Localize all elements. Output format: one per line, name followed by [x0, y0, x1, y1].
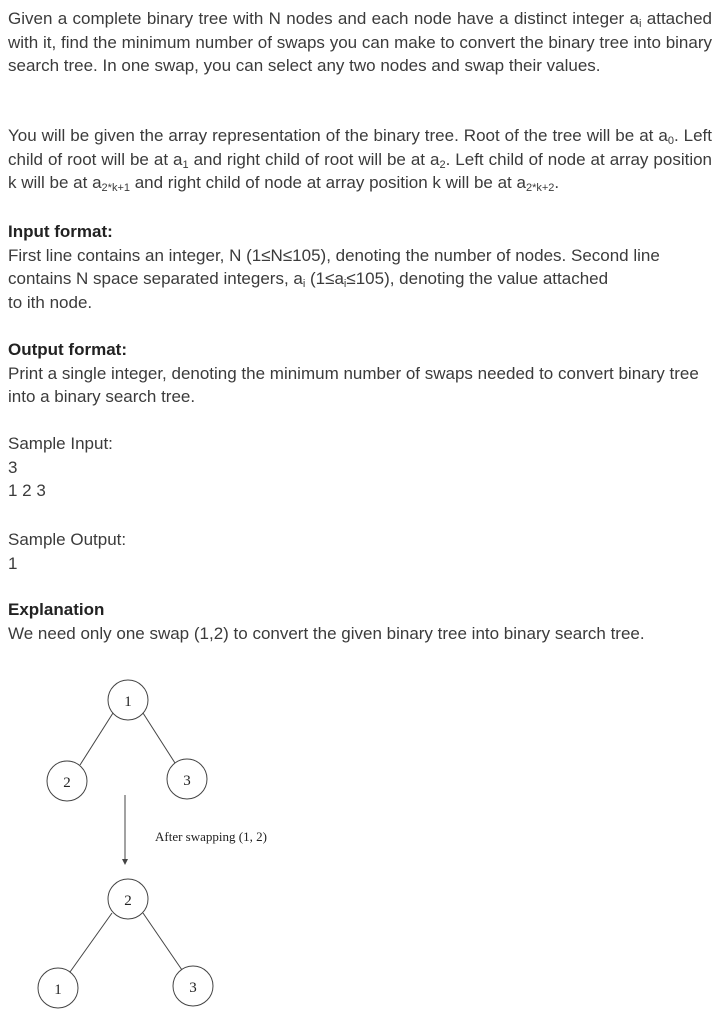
explanation-text: We need only one swap (1,2) to convert the given binary tree into binary search tree.	[8, 623, 645, 643]
input-format: Input format: First line contains an integer, N (1≤N≤105), denoting the number of nodes. Second line contains N space separated integers, $a_i$ $(1\le a_i\le 105)$, denoting the value attached to ith node.	[8, 220, 712, 314]
node-after-left-label: 1	[54, 982, 62, 998]
node-after-right-label: 3	[189, 980, 197, 996]
output-format-heading: Output format:	[8, 340, 127, 359]
node-after-root-label: 2	[124, 893, 132, 909]
sample-input-label: Sample Input:	[8, 434, 113, 453]
sample-output-value: 1	[8, 553, 18, 573]
node-before-left-label: 2	[63, 775, 71, 791]
node-before-right-label: 3	[183, 773, 191, 789]
input-format-heading: Input format:	[8, 222, 113, 241]
sample-output-label: Sample Output:	[8, 530, 127, 549]
output-format-text: Print a single integer, denoting the minimum number of swaps needed to convert binary tree into a binary search tree.	[8, 363, 699, 407]
explanation-heading: Explanation	[8, 600, 105, 619]
edge-before-left	[80, 713, 113, 765]
problem-statement: Given a complete binary tree with N nodes and each node have a distinct integer $a_i$ attached with it, find the minimum number of swaps you can make to convert the binary tree into binary search tree. In one swap, you can select any two nodes and swap their values.	[8, 9, 712, 76]
swap-caption: After swapping (1, 2)	[155, 829, 267, 844]
node-before-root-label: 1	[124, 694, 132, 710]
edge-after-left	[70, 913, 112, 972]
sample-input-lines: 3 1 2 3	[8, 457, 46, 501]
edge-before-right	[143, 713, 175, 763]
edge-after-right	[143, 913, 182, 970]
array-representation: You will be given the array representation of the binary tree. Root of the tree will be at $a_0$. Left child of root will be at $a_1$ and right child of root will be at $a_2$. Left child of node at array position k will be at $a_{2*k+1}$ and right child of node at array position k will be at $a_{2*k+2}$.	[8, 126, 713, 195]
